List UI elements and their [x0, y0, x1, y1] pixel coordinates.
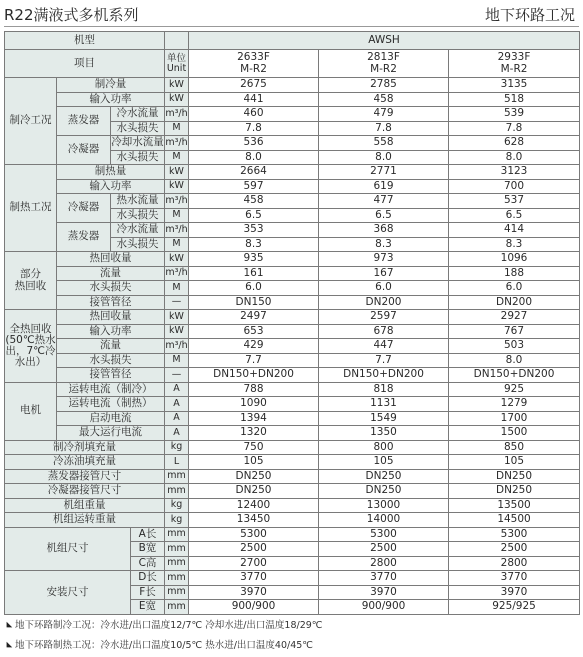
cell-value: 1096	[449, 252, 580, 267]
row-unit: m³/h	[165, 136, 189, 151]
cell-value: 14500	[449, 513, 580, 528]
footnote-cooling: 地下环路制冷工况：冷水进/出口温度12/7℃ 冷却水进/出口温度18/29℃	[4, 617, 322, 631]
row-unit: kW	[165, 165, 189, 180]
row-unit: m³/h	[165, 223, 189, 238]
row-label: 最大运行电流	[57, 426, 165, 441]
row-label: 水头损失	[111, 121, 165, 136]
table-row	[5, 165, 580, 180]
table-row	[5, 411, 580, 426]
row-unit: m³/h	[165, 266, 189, 281]
header-row-model	[5, 32, 580, 50]
row-label: 输入功率	[57, 92, 165, 107]
unit-header: 单位 Unit	[165, 50, 189, 78]
cell-value: 161	[189, 266, 319, 281]
cell-value: 414	[449, 223, 580, 238]
cell-value: 750	[189, 440, 319, 455]
cell-value: 3770	[449, 571, 580, 586]
row-label: 热水流量	[111, 194, 165, 209]
cell-value: 6.5	[189, 208, 319, 223]
row-unit: M	[165, 208, 189, 223]
cell-value: 3970	[189, 585, 319, 600]
row-unit: kg	[165, 498, 189, 513]
cell-value: 458	[319, 92, 449, 107]
row-label: 水头损失	[111, 150, 165, 165]
cell-value: 818	[319, 382, 449, 397]
cell-value: 767	[449, 324, 580, 339]
row-unit: M	[165, 281, 189, 296]
row-unit: kW	[165, 252, 189, 267]
table-row	[5, 397, 580, 412]
row-unit: kW	[165, 78, 189, 93]
cooling-section-label: 制冷工况	[5, 78, 57, 165]
row-label: 冷水流量	[111, 223, 165, 238]
table-row	[5, 136, 580, 151]
row-label: 水头损失	[111, 237, 165, 252]
series-name: AWSH	[189, 32, 580, 50]
footnote-heating: 地下环路制热工况：冷水进/出口温度10/5℃ 热水进/出口温度40/45℃	[4, 637, 313, 651]
cell-value: DN250	[189, 484, 319, 499]
row-label: 制冷量	[57, 78, 165, 93]
row-unit: m³/h	[165, 107, 189, 122]
cell-value: 6.5	[449, 208, 580, 223]
cell-value: 6.0	[189, 281, 319, 296]
cell-value: 2497	[189, 310, 319, 325]
cell-value: 105	[189, 455, 319, 470]
cell-value: 925	[449, 382, 580, 397]
row-label: 水头损失	[57, 353, 165, 368]
cell-value: 2597	[319, 310, 449, 325]
cell-value: 619	[319, 179, 449, 194]
row-label: E宽	[131, 600, 165, 615]
row-unit: A	[165, 411, 189, 426]
cell-value: 7.8	[319, 121, 449, 136]
cell-value: 850	[449, 440, 580, 455]
table-row	[5, 426, 580, 441]
condition-title: 地下环路工况	[484, 6, 575, 24]
cell-value: 167	[319, 266, 449, 281]
series-title: R22满液式多机系列	[4, 6, 139, 24]
cell-value: 628	[449, 136, 580, 151]
cell-value: 460	[189, 107, 319, 122]
cell-value: 788	[189, 382, 319, 397]
cell-value: DN150+DN200	[449, 368, 580, 383]
cell-value: 8.0	[319, 150, 449, 165]
cell-value: 1279	[449, 397, 580, 412]
cell-value: 458	[189, 194, 319, 209]
cell-value: 1394	[189, 411, 319, 426]
cell-value: 5300	[189, 527, 319, 542]
sub-group-label: 冷凝器	[57, 136, 111, 165]
model-3: 2933F M-R2	[449, 50, 580, 78]
row-unit: —	[165, 295, 189, 310]
row-label: 流量	[57, 266, 165, 281]
row-unit: mm	[165, 556, 189, 571]
cell-value: 3770	[319, 571, 449, 586]
row-unit: M	[165, 121, 189, 136]
model-1: 2633F M-R2	[189, 50, 319, 78]
row-label: D长	[131, 571, 165, 586]
motor-section-label: 电机	[5, 382, 57, 440]
table-row	[5, 455, 580, 470]
cell-value: 900/900	[189, 600, 319, 615]
cell-value: 8.3	[449, 237, 580, 252]
row-unit: mm	[165, 571, 189, 586]
cell-value: 368	[319, 223, 449, 238]
row-unit: L	[165, 455, 189, 470]
cell-value: 2800	[449, 556, 580, 571]
cell-value: 1131	[319, 397, 449, 412]
row-label: 流量	[57, 339, 165, 354]
cell-value: 8.0	[449, 353, 580, 368]
cell-value: DN200	[319, 295, 449, 310]
cell-value: 539	[449, 107, 580, 122]
cell-value: 12400	[189, 498, 319, 513]
row-label: F长	[131, 585, 165, 600]
row-unit: M	[165, 150, 189, 165]
cell-value: 2927	[449, 310, 580, 325]
cell-value: 7.8	[449, 121, 580, 136]
table-row	[5, 339, 580, 354]
row-unit: mm	[165, 542, 189, 557]
cell-value: 900/900	[319, 600, 449, 615]
cell-value: 653	[189, 324, 319, 339]
row-label: 冷水流量	[111, 107, 165, 122]
row-unit: kW	[165, 179, 189, 194]
header-divider	[4, 26, 579, 27]
row-label: 机组重量	[5, 498, 165, 513]
row-label: 输入功率	[57, 324, 165, 339]
cell-value: 2771	[319, 165, 449, 180]
row-unit: M	[165, 353, 189, 368]
cell-value: 477	[319, 194, 449, 209]
cell-value: 2500	[319, 542, 449, 557]
cell-value: 353	[189, 223, 319, 238]
cell-value: DN250	[189, 469, 319, 484]
row-label: 启动电流	[57, 411, 165, 426]
cell-value: 973	[319, 252, 449, 267]
cell-value: DN250	[319, 484, 449, 499]
cell-value: DN150+DN200	[189, 368, 319, 383]
cell-value: 800	[319, 440, 449, 455]
partial-recovery-label: 部分 热回收	[5, 252, 57, 310]
cell-value: 6.0	[449, 281, 580, 296]
cell-value: 5300	[449, 527, 580, 542]
row-label: B宽	[131, 542, 165, 557]
table-row	[5, 527, 580, 542]
cell-value: 2700	[189, 556, 319, 571]
table-row	[5, 484, 580, 499]
model-2: 2813F M-R2	[319, 50, 449, 78]
cell-value: 13500	[449, 498, 580, 513]
cell-value: 597	[189, 179, 319, 194]
unit-blank	[165, 32, 189, 50]
cell-value: 2800	[319, 556, 449, 571]
table-row	[5, 353, 580, 368]
cell-value: 188	[449, 266, 580, 281]
row-unit: M	[165, 237, 189, 252]
row-label: C高	[131, 556, 165, 571]
sub-group-label: 蒸发器	[57, 223, 111, 252]
table-row	[5, 310, 580, 325]
cell-value: 13000	[319, 498, 449, 513]
row-unit: kW	[165, 324, 189, 339]
cell-value: 8.0	[449, 150, 580, 165]
cell-value: 935	[189, 252, 319, 267]
table-row	[5, 92, 580, 107]
row-unit: m³/h	[165, 339, 189, 354]
cell-value: 6.0	[319, 281, 449, 296]
cell-value: 2675	[189, 78, 319, 93]
row-unit: mm	[165, 469, 189, 484]
row-label: 冷凝器接管尺寸	[5, 484, 165, 499]
cell-value: 1320	[189, 426, 319, 441]
cell-value: 13450	[189, 513, 319, 528]
cell-value: 1549	[319, 411, 449, 426]
cell-value: 1350	[319, 426, 449, 441]
dims-section-label: 机组尺寸	[5, 527, 131, 571]
row-unit: m³/h	[165, 194, 189, 209]
sub-group-label: 蒸发器	[57, 107, 111, 136]
table-row	[5, 571, 580, 586]
row-label: 制热量	[57, 165, 165, 180]
model-label: 机型	[5, 32, 165, 50]
cell-value: 1090	[189, 397, 319, 412]
row-unit: mm	[165, 527, 189, 542]
row-label: A长	[131, 527, 165, 542]
cell-value: DN150	[189, 295, 319, 310]
sub-group-label: 冷凝器	[57, 194, 111, 223]
row-label: 运转电流（制冷）	[57, 382, 165, 397]
cell-value: 2500	[189, 542, 319, 557]
row-label: 机组运转重量	[5, 513, 165, 528]
cell-value: 441	[189, 92, 319, 107]
cell-value: 2785	[319, 78, 449, 93]
row-unit: kg	[165, 440, 189, 455]
row-unit: kW	[165, 310, 189, 325]
cell-value: 3135	[449, 78, 580, 93]
cell-value: 1700	[449, 411, 580, 426]
table-row	[5, 469, 580, 484]
full-recovery-label: 全热回收 (50℃热水 出，7℃冷 水出）	[5, 310, 57, 383]
cell-value: 105	[319, 455, 449, 470]
diamond-bullet-icon	[4, 641, 12, 649]
row-label: 热回收量	[57, 252, 165, 267]
row-label: 冷冻油填充量	[5, 455, 165, 470]
table-row	[5, 382, 580, 397]
table-row	[5, 78, 580, 93]
cell-value: 536	[189, 136, 319, 151]
cell-value: 8.0	[189, 150, 319, 165]
cell-value: 7.7	[319, 353, 449, 368]
row-unit: A	[165, 382, 189, 397]
cell-value: DN150+DN200	[319, 368, 449, 383]
cell-value: DN250	[449, 484, 580, 499]
cell-value: DN250	[449, 469, 580, 484]
table-row	[5, 223, 580, 238]
cell-value: 2500	[449, 542, 580, 557]
row-unit: kW	[165, 92, 189, 107]
cell-value: 8.3	[189, 237, 319, 252]
table-row	[5, 252, 580, 267]
table-row	[5, 295, 580, 310]
row-unit: mm	[165, 484, 189, 499]
table-row	[5, 498, 580, 513]
cell-value: 105	[449, 455, 580, 470]
row-label: 输入功率	[57, 179, 165, 194]
heating-section-label: 制热工况	[5, 165, 57, 252]
cell-value: 2664	[189, 165, 319, 180]
cell-value: 447	[319, 339, 449, 354]
table-row	[5, 107, 580, 122]
cell-value: 479	[319, 107, 449, 122]
cell-value: 3970	[449, 585, 580, 600]
cell-value: 3770	[189, 571, 319, 586]
row-unit: mm	[165, 585, 189, 600]
cell-value: 925/925	[449, 600, 580, 615]
cell-value: 429	[189, 339, 319, 354]
table-row	[5, 440, 580, 455]
table-row	[5, 179, 580, 194]
cell-value: 7.7	[189, 353, 319, 368]
item-label: 项目	[5, 50, 165, 78]
cell-value: 503	[449, 339, 580, 354]
row-label: 冷却水流量	[111, 136, 164, 149]
row-label: 热回收量	[57, 310, 165, 325]
row-unit: —	[165, 368, 189, 383]
cell-value: 5300	[319, 527, 449, 542]
row-label: 水头损失	[57, 281, 165, 296]
row-label: 制冷剂填充量	[5, 440, 165, 455]
cell-value: DN200	[449, 295, 580, 310]
row-unit: A	[165, 397, 189, 412]
cell-value: 537	[449, 194, 580, 209]
table-row	[5, 513, 580, 528]
cell-value: 3123	[449, 165, 580, 180]
row-unit: A	[165, 426, 189, 441]
table-row	[5, 368, 580, 383]
cell-value: 8.3	[319, 237, 449, 252]
row-label: 接管管径	[57, 368, 165, 383]
cell-value: 518	[449, 92, 580, 107]
row-unit: kg	[165, 513, 189, 528]
row-label: 水头损失	[111, 208, 165, 223]
cell-value: 7.8	[189, 121, 319, 136]
table-row	[5, 281, 580, 296]
cell-value: 558	[319, 136, 449, 151]
row-label: 运转电流（制热）	[57, 397, 165, 412]
cell-value: 678	[319, 324, 449, 339]
table-row	[5, 194, 580, 209]
cell-value: 700	[449, 179, 580, 194]
cell-value: 14000	[319, 513, 449, 528]
header-row-item	[5, 50, 580, 78]
install-section-label: 安装尺寸	[5, 571, 131, 615]
row-label: 接管管径	[57, 295, 165, 310]
cell-value: 3970	[319, 585, 449, 600]
table-row	[5, 266, 580, 281]
cell-value: 1500	[449, 426, 580, 441]
cell-value: DN250	[319, 469, 449, 484]
cell-value: 6.5	[319, 208, 449, 223]
row-label: 蒸发器接管尺寸	[5, 469, 165, 484]
table-row	[5, 324, 580, 339]
row-unit: mm	[165, 600, 189, 615]
diamond-bullet-icon	[4, 621, 12, 629]
spec-table	[4, 31, 580, 615]
